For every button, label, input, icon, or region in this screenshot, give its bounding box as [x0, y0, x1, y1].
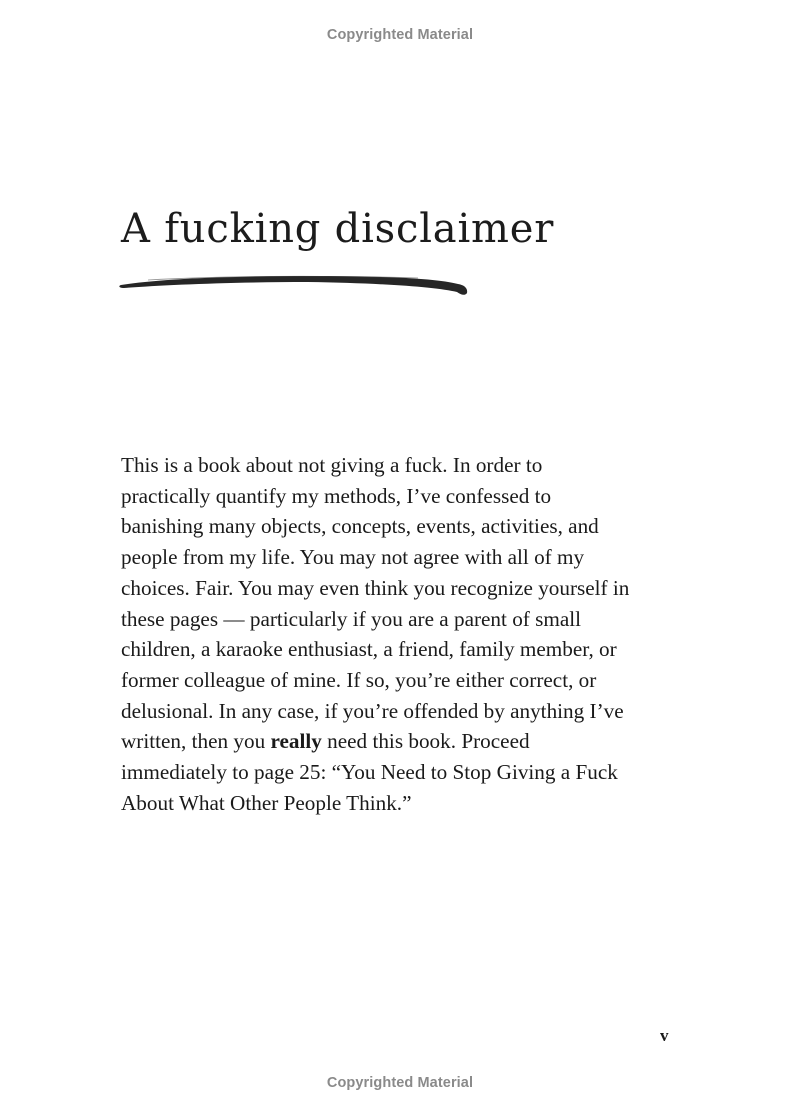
emphasis-really: really: [270, 729, 322, 754]
body-line: people from my life. You may not agree with all of my: [121, 545, 585, 570]
body-line: immediately to page 25: “You Need to Stop Giving a Fuck: [121, 760, 618, 785]
disclaimer-body: [121, 450, 681, 818]
body-line: practically quantify my methods, I’ve confessed to: [121, 483, 552, 508]
copyright-watermark-top: Copyrighted Material: [326, 27, 474, 43]
chapter-title: A fucking disclaimer: [121, 206, 555, 252]
body-line-emphasis: [121, 726, 681, 757]
body-line: About What Other People Think.”: [121, 790, 412, 815]
body-line: banishing many objects, concepts, events, activities, and: [121, 514, 599, 539]
line-text-before: written, then you: [121, 729, 266, 754]
copyright-watermark-bottom: Copyrighted Material: [326, 1075, 474, 1091]
body-line: This is a book about not giving a fuck. In order to: [121, 453, 543, 477]
body-line: children, a karaoke enthusiast, a friend, family member, or: [121, 637, 617, 662]
line-text-after: need this book. Proceed: [327, 729, 530, 754]
body-line: these pages — particularly if you are a parent of small: [121, 606, 582, 631]
brush-underline-decoration: [118, 270, 470, 298]
body-line: former colleague of mine. If so, you’re either correct, or: [121, 667, 597, 692]
body-line: delusional. In any case, if you’re offended by anything I’ve: [121, 698, 624, 723]
page-number: v: [660, 1026, 669, 1045]
body-line: choices. Fair. You may even think you recognize yourself in: [121, 575, 630, 600]
